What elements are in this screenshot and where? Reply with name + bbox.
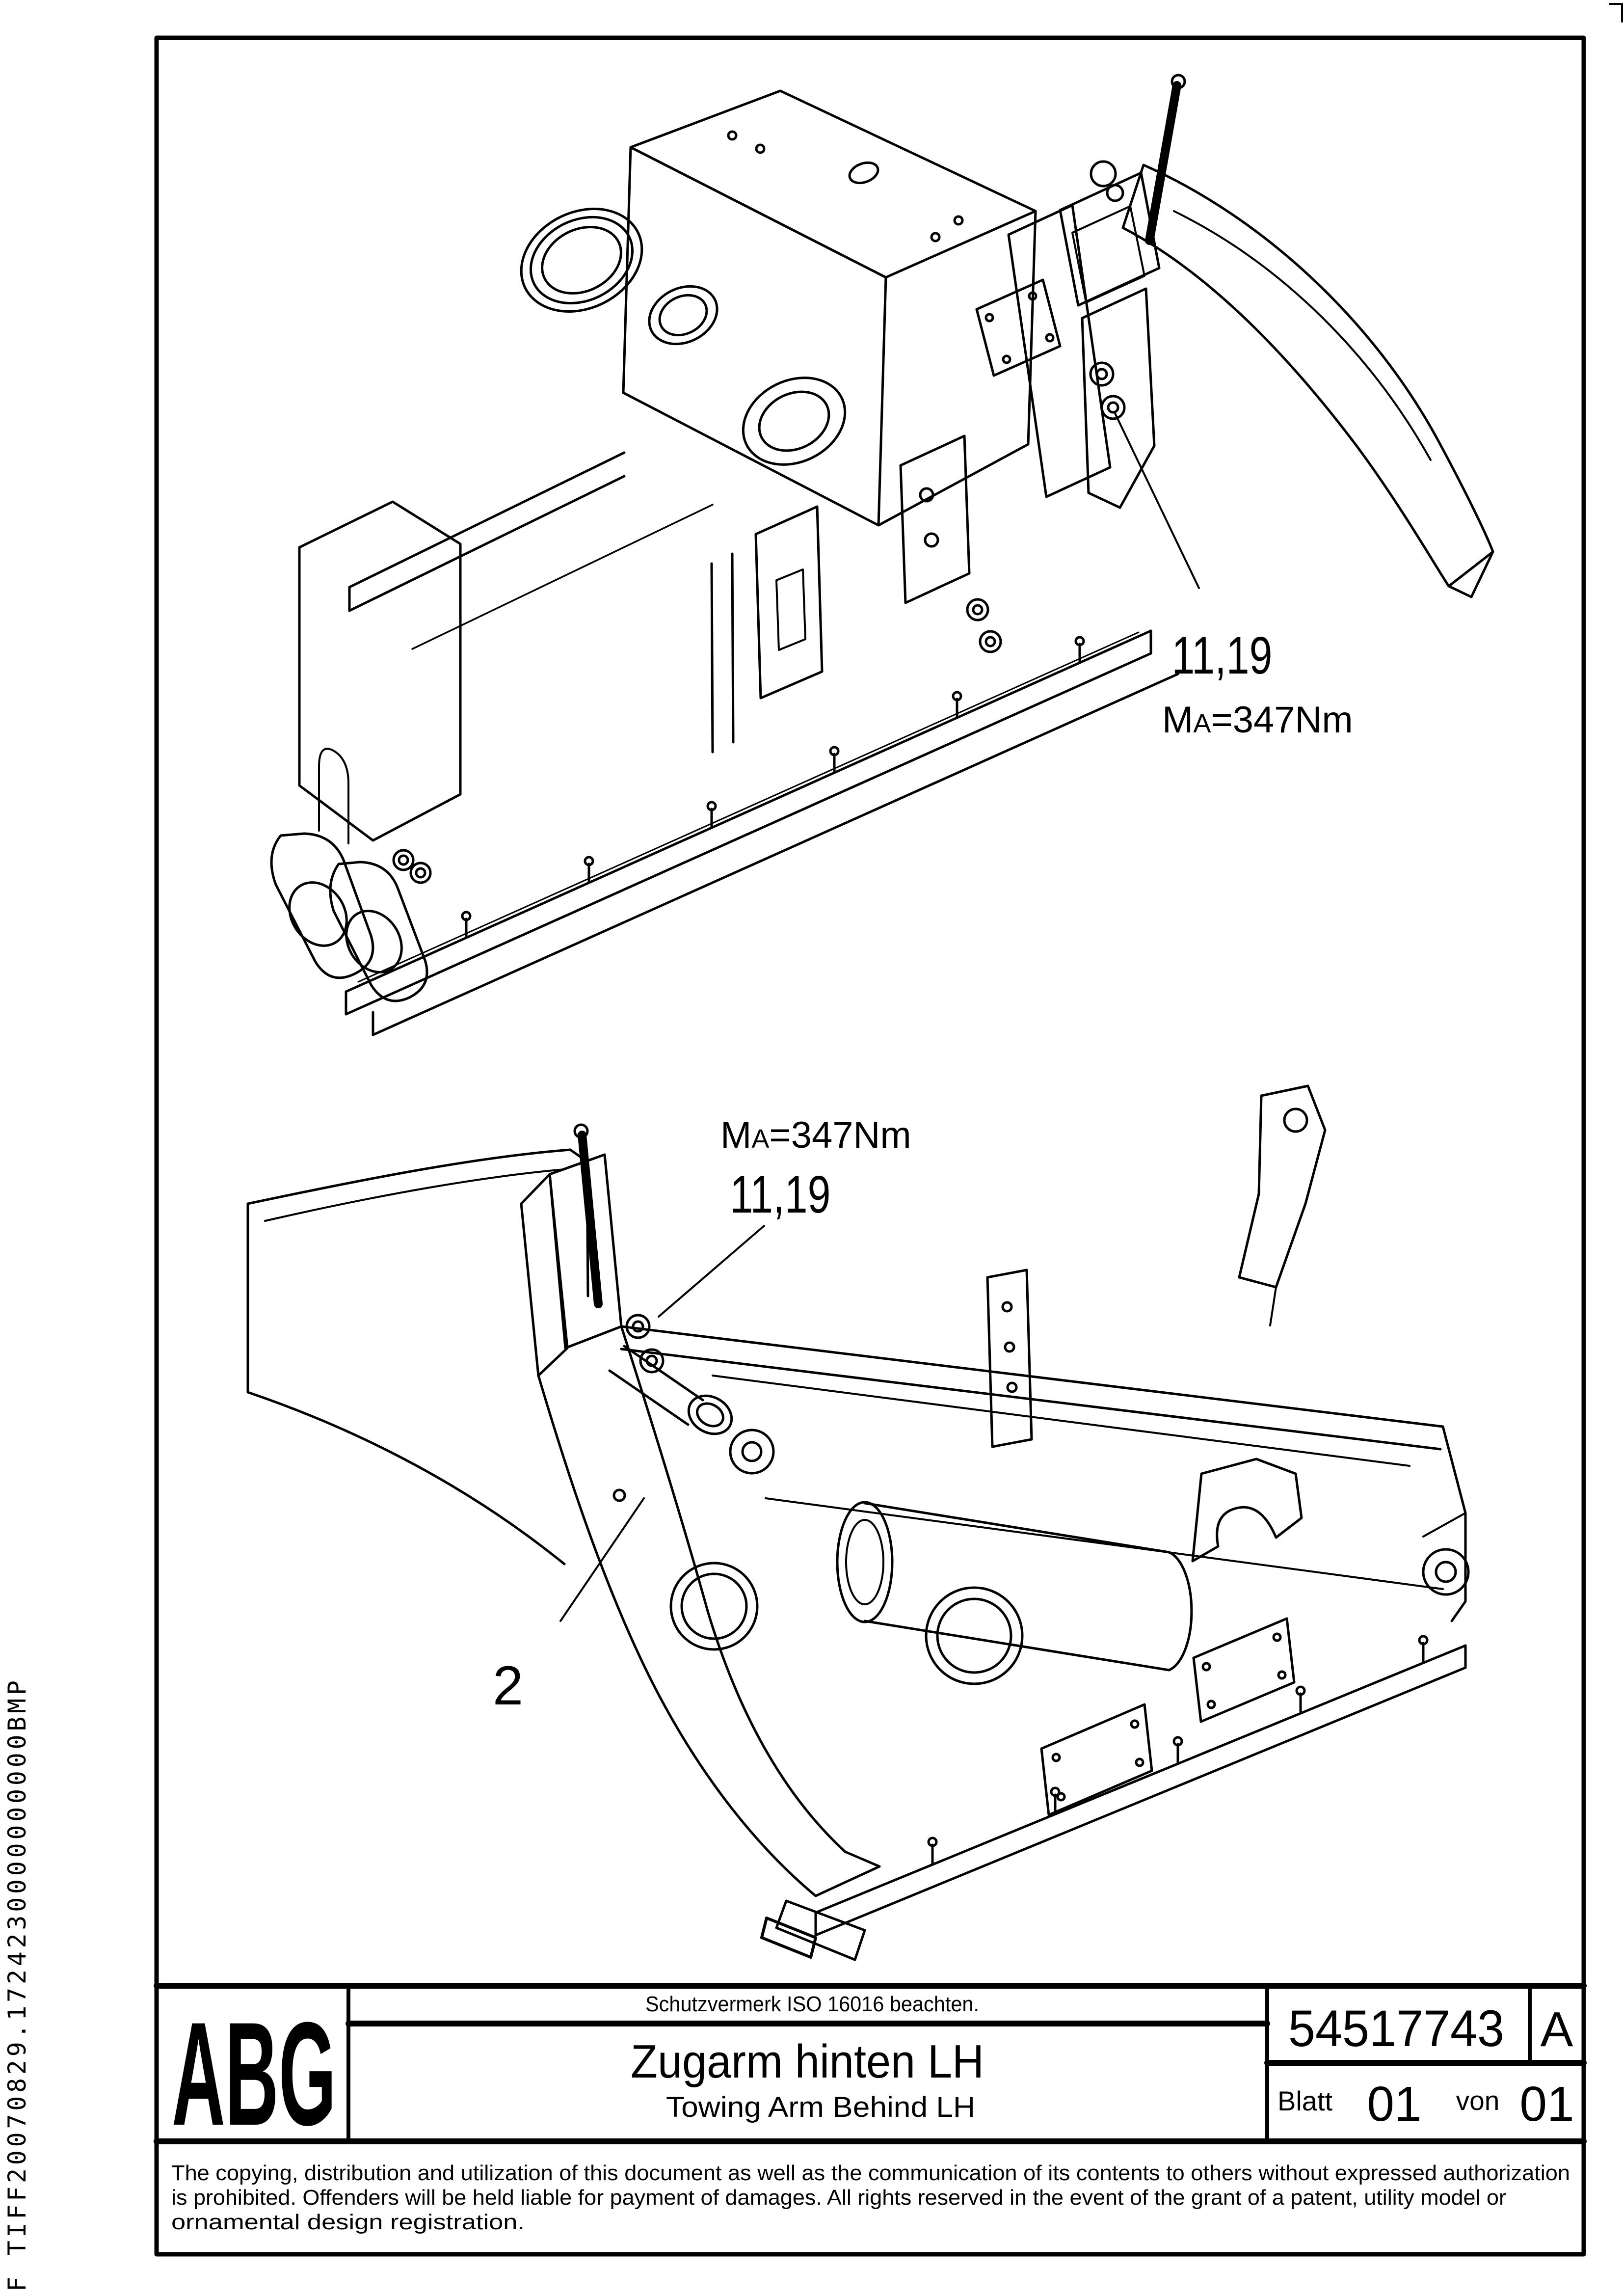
upper-torque-value: =347Nm [1211, 699, 1353, 741]
lower-position-callout: 11,19 [730, 1164, 831, 1224]
sheet-number: 01 [1367, 2077, 1422, 2132]
upper-torque-prefix: M [1162, 699, 1194, 741]
protection-note: Schutzvermerk ISO 16016 beachten. [645, 1992, 979, 2016]
revision-letter: A [1540, 2002, 1573, 2057]
sheet-label: Blatt [1277, 2085, 1333, 2116]
drawing-title-primary: Zugarm hinten LH [631, 2035, 984, 2088]
copyright-line-2: is prohibited. Offenders will be held liable for payment of damages. All rights reserved in the event of the grant of a patent, utility model or [171, 2186, 1506, 2210]
upper-torque-subscript: A [1193, 709, 1211, 738]
lower-torque-callout [720, 1114, 911, 1156]
upper-torque-callout [1162, 699, 1353, 741]
document-number: 54517743 [1288, 2000, 1504, 2057]
lower-torque-value: =347Nm [769, 1114, 911, 1156]
item-number-callout: 2 [492, 1655, 524, 1716]
sheet-of-label: von [1456, 2085, 1500, 2116]
sheet-total: 01 [1519, 2077, 1574, 2132]
upper-position-callout: 11,19 [1171, 625, 1273, 685]
file-reference-vertical: F TIFF20070829.1724230000000000BMP [3, 1680, 31, 2292]
company-logo: ABG [172, 1991, 336, 2156]
drawing-title-secondary: Towing Arm Behind LH [666, 2091, 975, 2123]
lower-torque-subscript: A [751, 1124, 770, 1154]
copyright-line-3: ornamental design registration. [171, 2210, 525, 2234]
copyright-line-1: The copying, distribution and utilization of this document as well as the communication of its contents to others without expressed authorization [171, 2161, 1570, 2185]
lower-torque-prefix: M [720, 1114, 752, 1156]
